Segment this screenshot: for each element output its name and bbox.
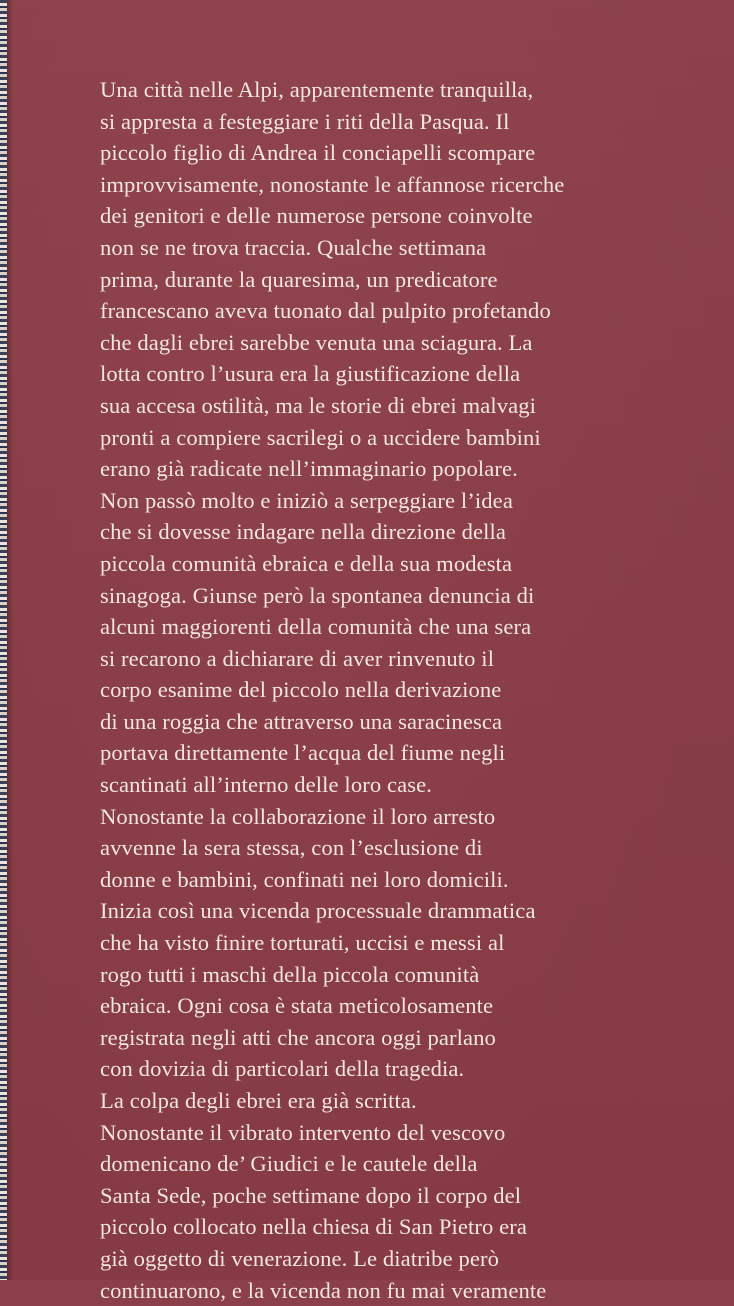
blurb-line: avvenne la sera stessa, con l’esclusione di: [100, 835, 483, 861]
blurb-line: scantinati all’interno delle loro case.: [100, 772, 433, 798]
cover-blurb: [100, 74, 620, 1306]
blurb-line: Santa Sede, poche settimane dopo il corpo del: [100, 1182, 522, 1208]
blurb-line: sua accesa ostilità, ma le storie di ebrei malvagi: [100, 392, 537, 418]
blurb-line: erano già radicate nell’immaginario popolare.: [100, 456, 518, 482]
blurb-line: improvvisamente, nonostante le affannose ricerche: [100, 171, 565, 197]
blurb-line: dei genitori e delle numerose persone coinvolte: [100, 203, 533, 229]
blurb-line: registrata negli atti che ancora oggi parlano: [100, 1024, 496, 1050]
blurb-line: corpo esanime del piccolo nella derivazione: [100, 677, 502, 703]
blurb-line: non se ne trova traccia. Qualche settimana: [100, 234, 487, 260]
blurb-line: Nonostante il vibrato intervento del vescovo: [100, 1119, 506, 1145]
blurb-line: che si dovesse indagare nella direzione della: [100, 519, 506, 545]
blurb-line: di una roggia che attraverso una saracinesca: [100, 708, 503, 734]
blurb-line: Inizia così una vicenda processuale drammatica: [100, 898, 536, 924]
blurb-line: La colpa degli ebrei era già scritta.: [100, 1088, 417, 1113]
blurb-line: già oggetto di venerazione. Le diatribe però: [100, 1245, 499, 1271]
blurb-line: domenicano de’ Giudici e le cautele della: [100, 1151, 478, 1177]
blurb-line: francescano aveva tuonato dal pulpito profetando: [100, 298, 551, 324]
blurb-line: continuarono, e la vicenda non fu mai veramente: [100, 1277, 547, 1303]
blurb-line: Nonostante la collaborazione il loro arresto: [100, 803, 496, 829]
blurb-line: Una città nelle Alpi, apparentemente tranquilla,: [100, 77, 534, 102]
blurb-line: piccolo figlio di Andrea il conciapelli scompare: [100, 140, 536, 166]
blurb-line: rogo tutti i maschi della piccola comunità: [100, 961, 480, 987]
blurb-line: lotta contro l’usura era la giustificazione della: [100, 361, 521, 387]
blurb-line: si appresta a festeggiare i riti della Pasqua. Il: [100, 108, 510, 134]
binding-shadow: [7, 0, 13, 1280]
blurb-line: alcuni maggiorenti della comunità che una sera: [100, 614, 532, 640]
blurb-line: si recarono a dichiarare di aver rinvenuto il: [100, 645, 495, 671]
blurb-line: piccola comunità ebraica e della sua modesta: [100, 550, 513, 576]
blurb-line: donne e bambini, confinati nei loro domicili.: [100, 866, 509, 892]
blurb-line: Non passò molto e iniziò a serpeggiare l’idea: [100, 487, 513, 513]
blurb-line: che dagli ebrei sarebbe venuta una sciagura. La: [100, 329, 533, 355]
blurb-line: che ha visto finire torturati, uccisi e messi al: [100, 930, 505, 956]
blurb-line: sinagoga. Giunse però la spontanea denuncia di: [100, 582, 535, 608]
blurb-line: piccolo collocato nella chiesa di San Pietro era: [100, 1214, 528, 1240]
blurb-line: con dovizia di particolari della tragedia.: [100, 1056, 465, 1082]
blurb-line: portava direttamente l’acqua del fiume negli: [100, 740, 506, 766]
blurb-line: prima, durante la quaresima, un predicatore: [100, 266, 498, 292]
blurb-line: ebraica. Ogni cosa è stata meticolosamente: [100, 993, 494, 1019]
blurb-line: pronti a compiere sacrilegi o a uccidere bambini: [100, 424, 541, 450]
binding-edge: [0, 0, 7, 1280]
